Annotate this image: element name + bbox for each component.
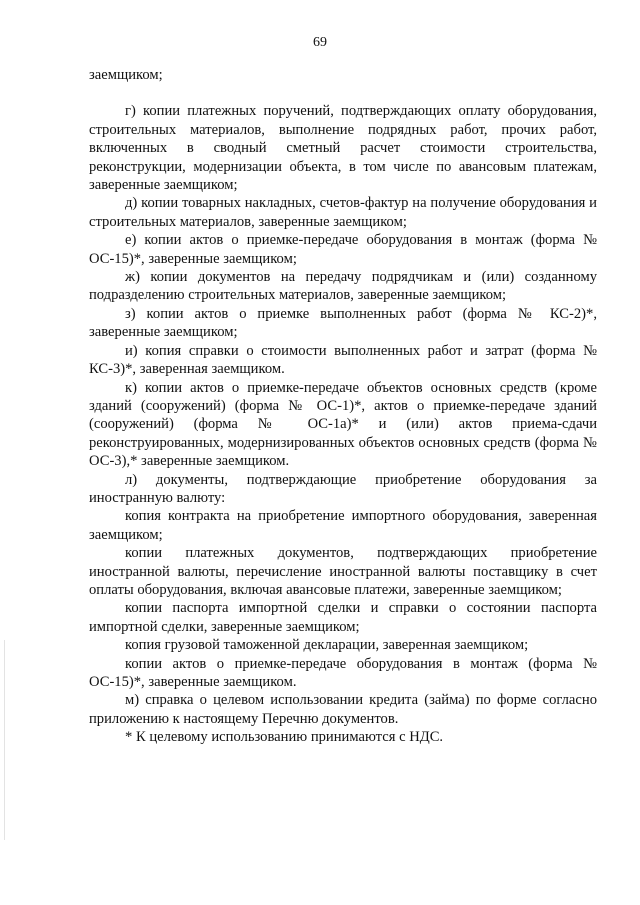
footnote: * К целевому использованию принимаются с НДС.	[125, 729, 444, 746]
paragraph-item-d: д) копии товарных накладных, счетов-фактур на получение оборудования и строительных материалов, заверенные заемщиком;	[89, 195, 597, 230]
scan-margin-line	[4, 640, 5, 840]
paragraph-item-m: м) справка о целевом использовании кредита (займа) по форме согласно приложению к настоящему Перечню документов.	[89, 692, 597, 727]
paragraph-continuation: заемщиком;	[89, 67, 163, 83]
paragraph-customs-declaration: копия грузовой таможенной декларации, заверенная заемщиком;	[125, 637, 529, 654]
paragraph-acceptance-acts: копии актов о приемке-передаче оборудования в монтаж (форма № ОС-15)*, заверенные заемщиком.	[89, 655, 597, 690]
paragraph-import-passport: копии паспорта импортной сделки и справки о состоянии паспорта импортной сделки, заверенные заемщиком;	[89, 600, 597, 635]
paragraph-item-k: к) копии актов о приемке-передаче объектов основных средств (кроме зданий (сооружений) (форма № ОС-1)*, актов о приемке-передаче зданий (сооружений) (форма № ОС-1а)* и (или) актов приема-сдачи реконструированных, модернизированных объектов основных средств (форма № ОС-3),* заверенные заемщиком.	[89, 379, 597, 470]
paragraph-contract-copy: копия контракта на приобретение импортного оборудования, заверенная заемщиком;	[89, 508, 597, 543]
paragraph-item-l: л) документы, подтверждающие приобретение оборудования за иностранную валюту:	[89, 471, 597, 506]
paragraph-payment-documents: копии платежных документов, подтверждающих приобретение иностранной валюты, перечисление иностранной валюты поставщику в счет оплаты оборудования, включая авансовые платежи, заверенные заемщиком;	[89, 545, 597, 598]
paragraph-item-z: з) копии актов о приемке выполненных работ (форма № КС-2)*, заверенные заемщиком;	[89, 305, 597, 341]
paragraph-item-zh: ж) копии документов на передачу подрядчикам и (или) созданному подразделению строительных материалов, заверенные заемщиком;	[89, 269, 597, 304]
paragraph-item-g: г) копии платежных поручений, подтверждающих оплату оборудования, строительных материалов, выполнение подрядных работ, прочих работ, включенных в сводный сметный расчет стоимости строительства, реконструкции, модернизации объекта, в том числе по авансовым платежам, заверенные заемщиком;	[89, 103, 597, 194]
paragraph-item-e: е) копии актов о приемке-передаче оборудования в монтаж (форма № ОС-15)*, заверенные заемщиком;	[89, 232, 597, 267]
paragraph-item-i: и) копия справки о стоимости выполненных работ и затрат (форма № КС-3)*, заверенная заемщиком.	[89, 342, 597, 378]
page-number: 69	[313, 35, 327, 50]
document-body	[89, 66, 597, 747]
